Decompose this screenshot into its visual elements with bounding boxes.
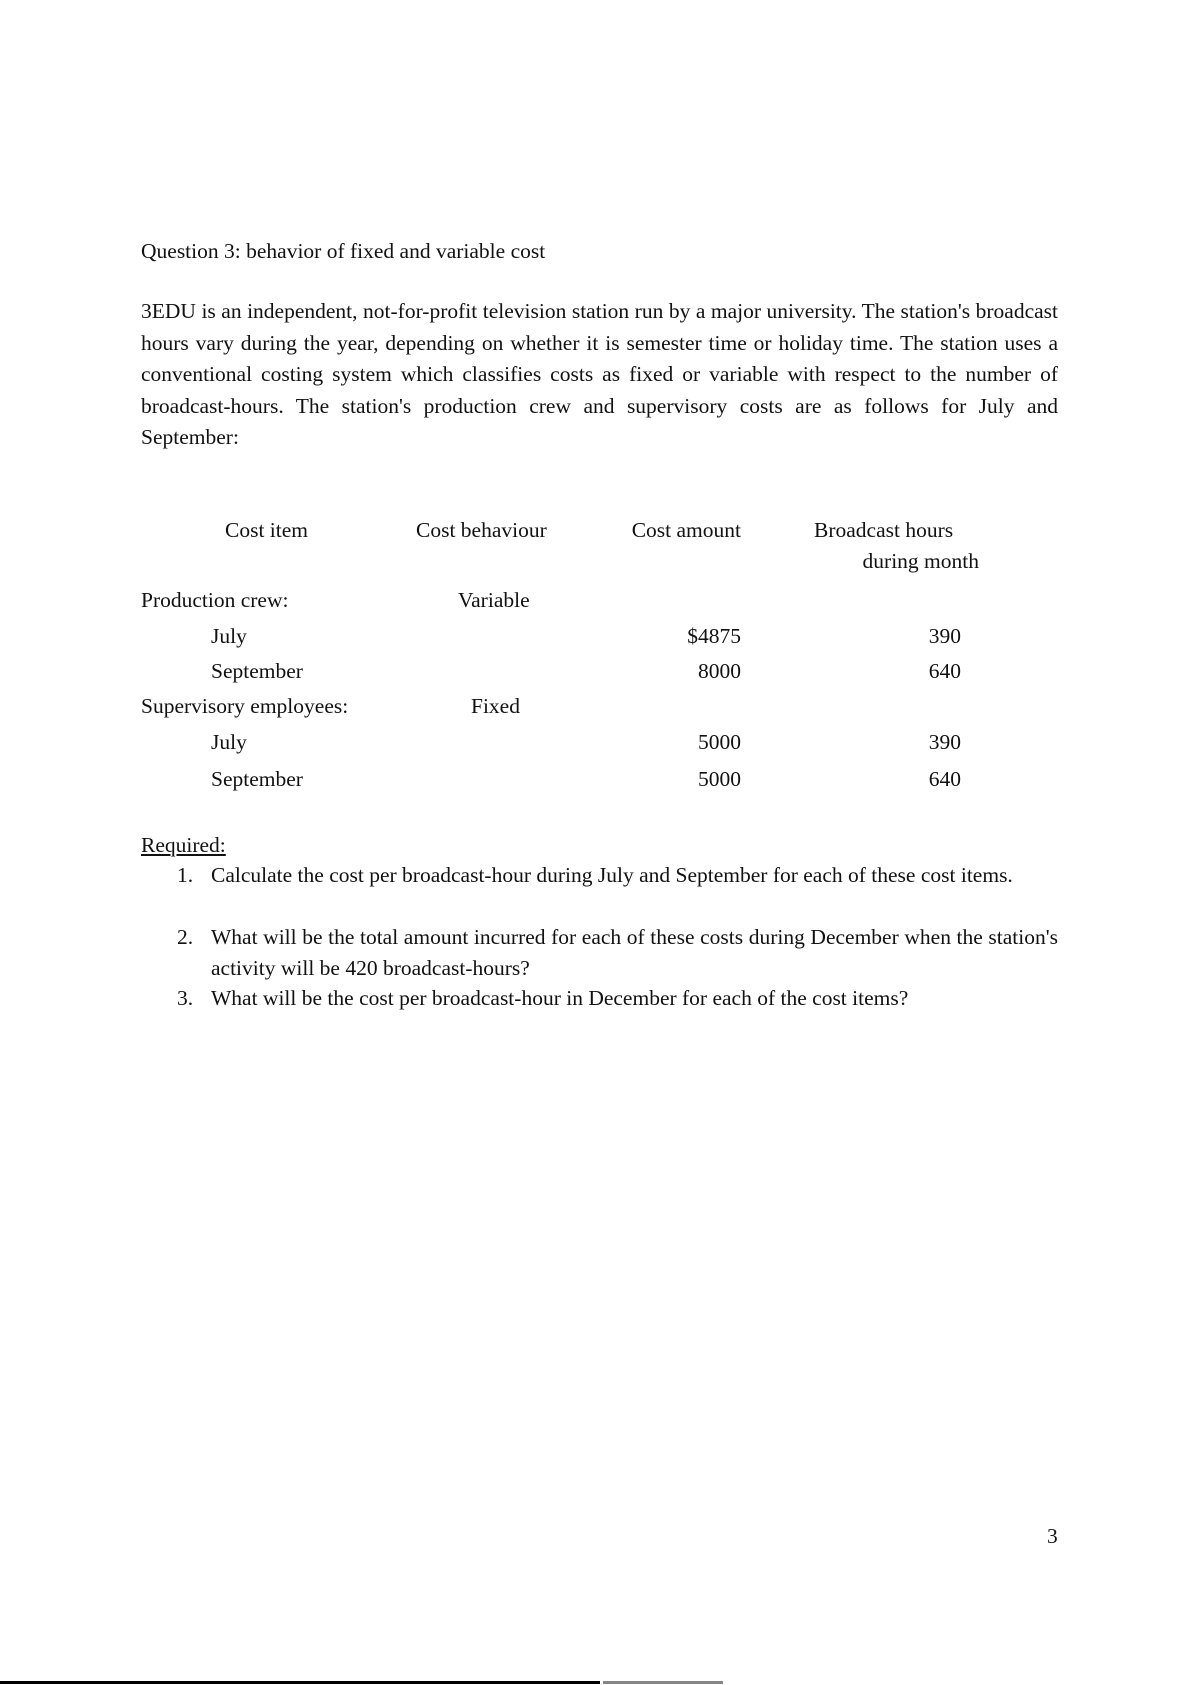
- group-behaviour: Fixed: [471, 694, 520, 718]
- required-item: [177, 983, 1058, 1014]
- item-text: What will be the total amount incurred for each of these costs during December when the station's activity will be 420 broadcast-hours?: [211, 925, 1058, 980]
- header-cost-item: Cost item: [225, 518, 309, 542]
- item-number: 1.: [177, 863, 194, 887]
- row-amount: $4875: [687, 624, 741, 648]
- row-month: September: [211, 767, 303, 791]
- header-during-month: during month: [862, 549, 979, 573]
- row-hours: 640: [928, 659, 961, 683]
- header-cost-behaviour: Cost behaviour: [416, 518, 547, 542]
- page-bottom-rule: [0, 1681, 600, 1684]
- item-number: 3.: [177, 986, 194, 1010]
- question-title: Question 3: behavior of fixed and variable cost: [141, 239, 546, 263]
- row-month: July: [211, 624, 247, 648]
- group-name: Supervisory employees:: [141, 694, 349, 718]
- item-text: What will be the cost per broadcast-hour in December for each of the cost items?: [211, 986, 909, 1010]
- row-amount: 8000: [698, 659, 741, 683]
- page-bottom-rule-fragment: [603, 1681, 723, 1684]
- page-number: 3: [1047, 1524, 1058, 1548]
- item-number: 2.: [177, 925, 194, 949]
- row-amount: 5000: [698, 730, 741, 754]
- row-amount: 5000: [698, 767, 741, 791]
- header-cost-amount: Cost amount: [631, 518, 741, 542]
- row-month: September: [211, 659, 303, 683]
- intro-paragraph: 3EDU is an independent, not-for-profit television station run by a major university. The station's broadcast hours vary during the year, depending on whether it is semester time or holiday time. The station uses a conventional costing system which classifies costs as fixed or variable with respect to the number of broadcast-hours. The station's production crew and supervisory costs are as follows for July and September:: [141, 299, 1058, 449]
- group-behaviour: Variable: [458, 588, 530, 612]
- row-hours: 640: [928, 767, 961, 791]
- header-broadcast-hours: Broadcast hours: [814, 518, 954, 542]
- item-text: Calculate the cost per broadcast-hour during July and September for each of these cost items.: [211, 863, 1013, 887]
- required-item: [177, 860, 1058, 891]
- row-month: July: [211, 730, 247, 754]
- required-item: [177, 922, 1058, 984]
- row-hours: 390: [928, 624, 961, 648]
- row-hours: 390: [928, 730, 961, 754]
- group-name: Production crew:: [141, 588, 289, 612]
- required-heading: Required:: [141, 833, 226, 857]
